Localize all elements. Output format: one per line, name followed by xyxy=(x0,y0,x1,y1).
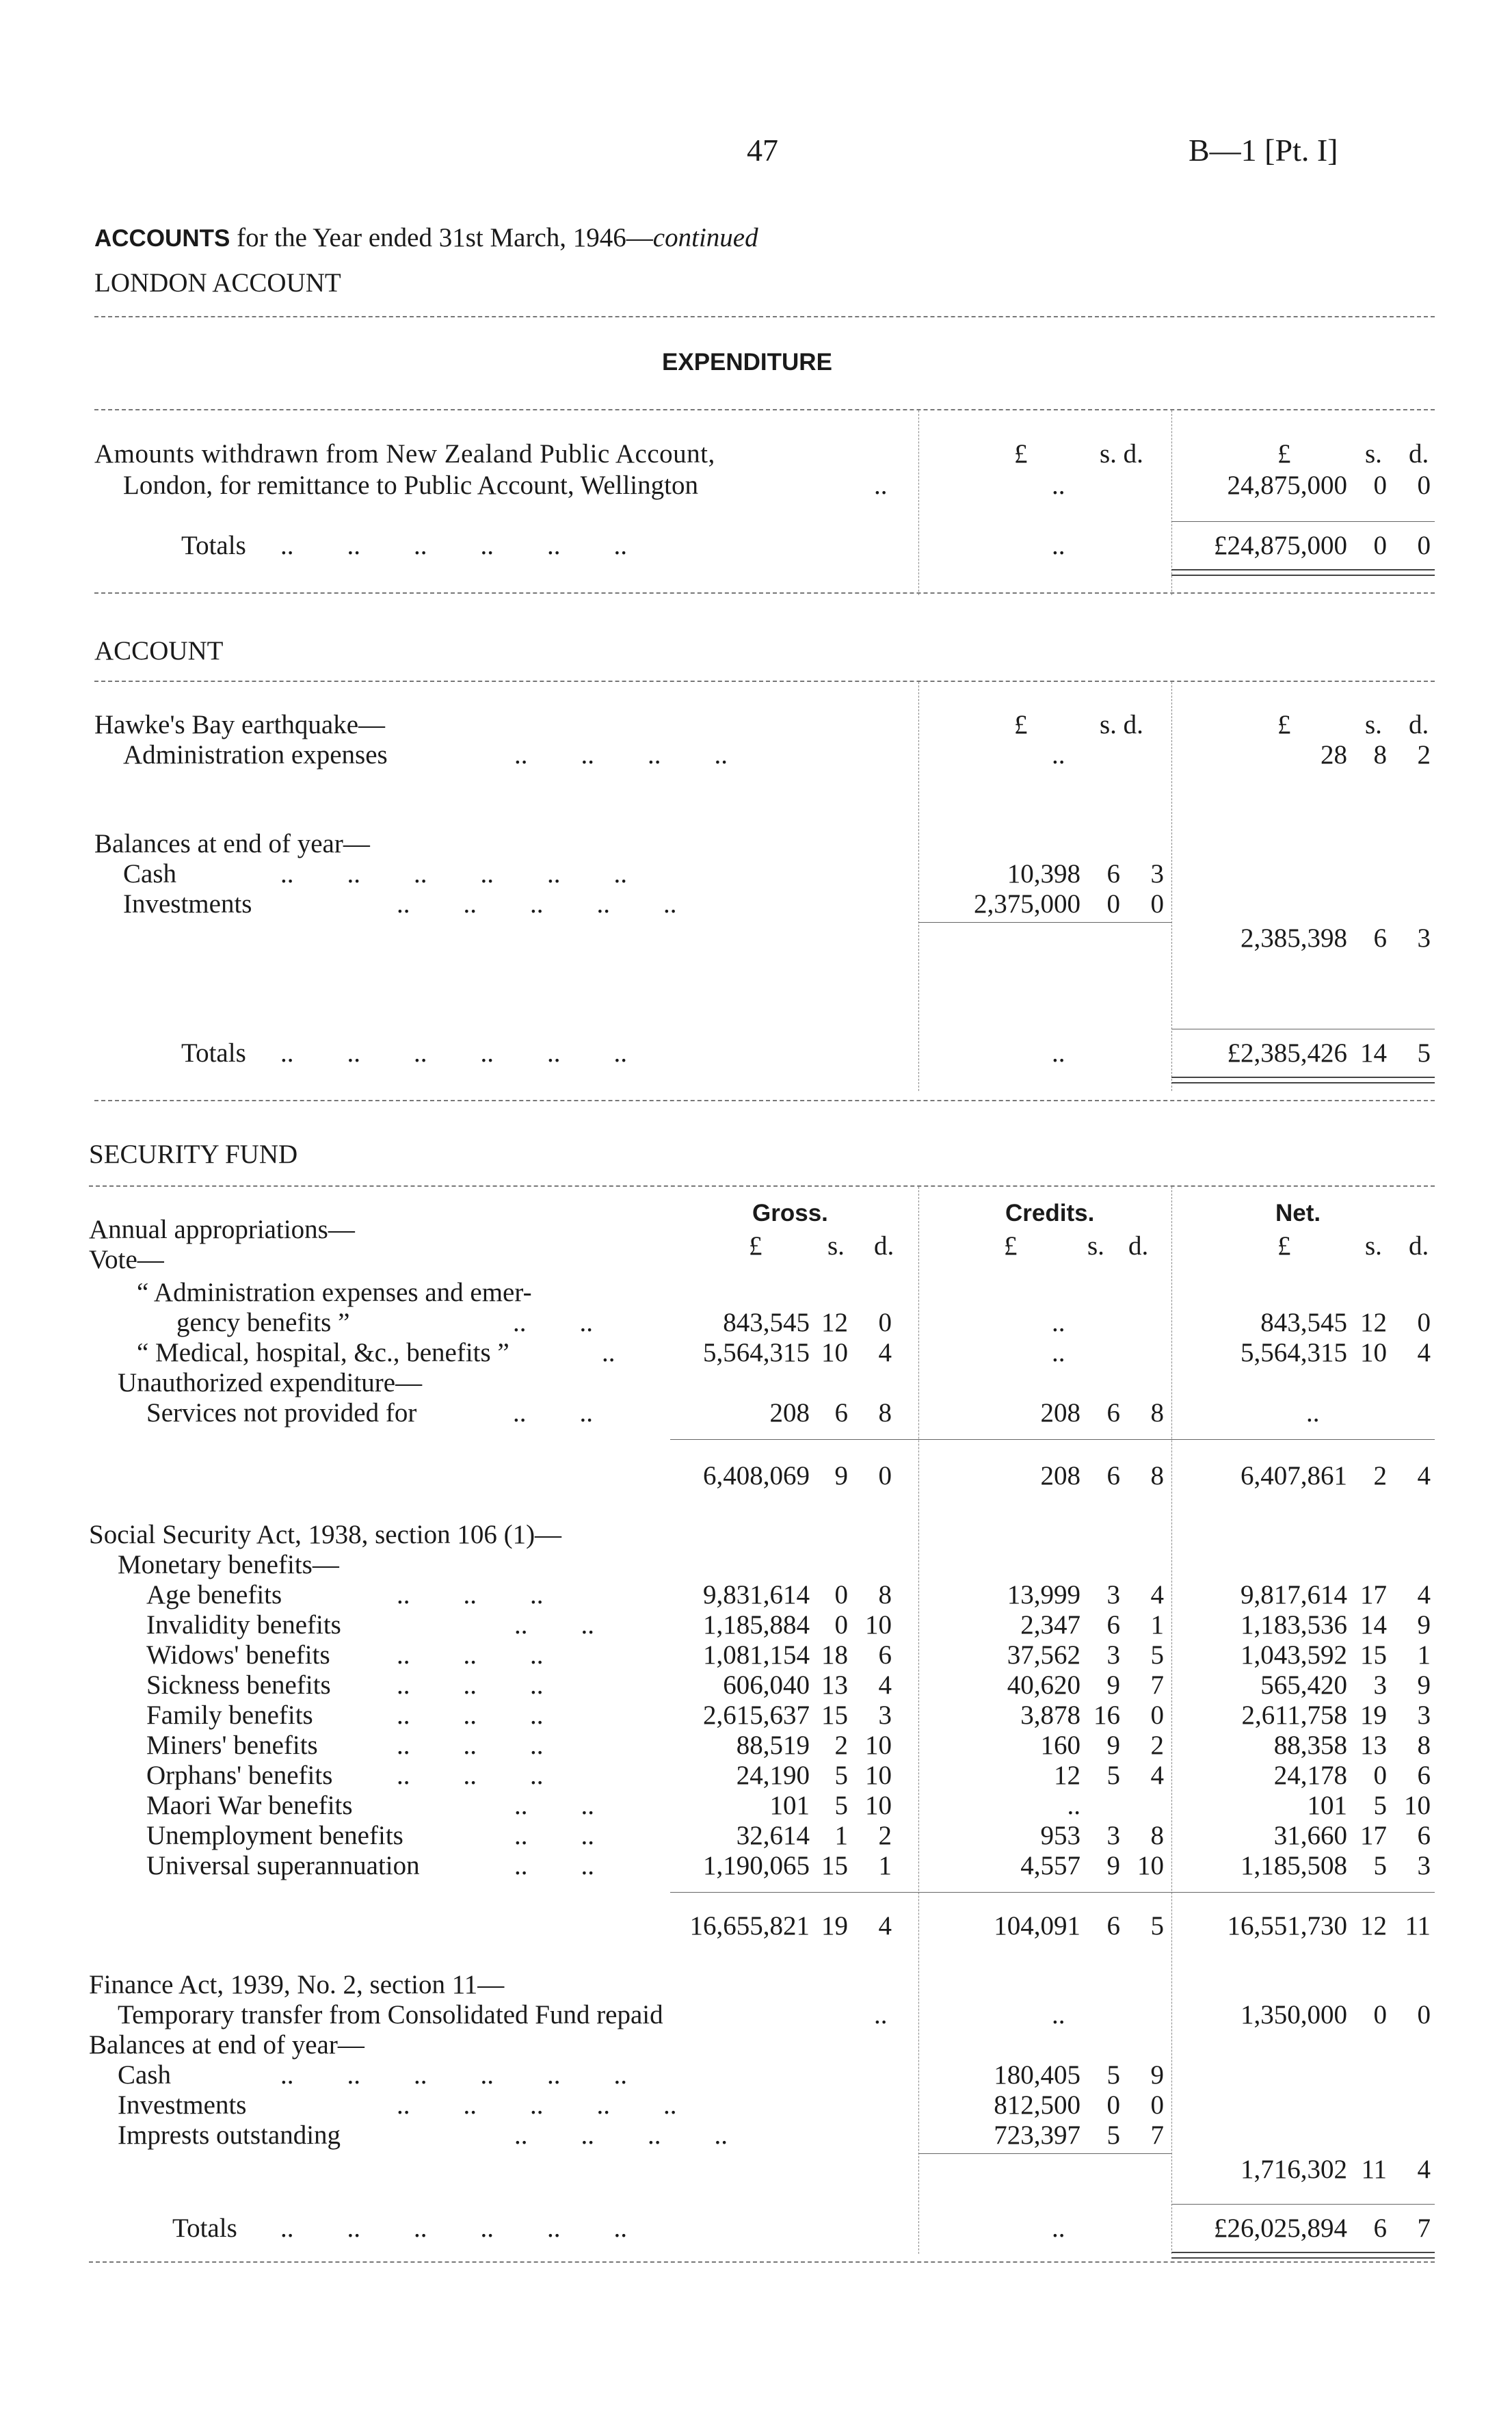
monetary-label: Monetary benefits— xyxy=(118,1550,339,1579)
benefit-label: Orphans' benefits xyxy=(146,1761,333,1790)
security-investments-pounds: 812,500 xyxy=(994,2090,1080,2120)
london-right-s: s. xyxy=(1365,439,1382,469)
expenditure-heading: EXPENDITURE xyxy=(662,349,832,376)
london-line2-dots: .. xyxy=(874,471,888,500)
benefit-label: Family benefits xyxy=(146,1700,313,1730)
benefit-credits-s: 3 xyxy=(1106,1821,1120,1850)
benefit-credits-d: 7 xyxy=(1150,1670,1164,1700)
account-investments-s: 0 xyxy=(1106,889,1120,919)
accounts-bold: ACCOUNTS xyxy=(94,225,230,252)
security-totals-credits: .. xyxy=(1052,2213,1065,2243)
page-number: 47 xyxy=(747,133,778,168)
subtotal1-gross-s: 9 xyxy=(834,1461,848,1490)
temporary-transfer-net-d: 0 xyxy=(1417,2000,1431,2029)
finance-act-label: Finance Act, 1939, No. 2, section 11— xyxy=(89,1970,505,1999)
security-balance-net-d: 4 xyxy=(1417,2155,1431,2184)
benefit-credits-d: 1 xyxy=(1150,1610,1164,1640)
benefit-label: Widows' benefits xyxy=(146,1640,330,1670)
benefit-gross-pounds: 101 xyxy=(769,1791,810,1820)
benefit-credits-s: 9 xyxy=(1106,1851,1120,1880)
temporary-transfer-dots: .. xyxy=(874,2000,888,2029)
benefit-gross-d: 10 xyxy=(865,1731,892,1760)
subtotal1-gross-pounds: 6,408,069 xyxy=(703,1461,810,1490)
ssa-label: Social Security Act, 1938, section 106 (1)— xyxy=(89,1520,562,1549)
london-totals-label: Totals xyxy=(181,531,246,560)
benefit-gross-s: 15 xyxy=(821,1700,848,1730)
temporary-transfer-net-s: 0 xyxy=(1373,2000,1387,2029)
subtotal2-net-s: 12 xyxy=(1360,1911,1387,1941)
vote-medical-gross-d: 4 xyxy=(878,1338,892,1367)
account-totals-d: 5 xyxy=(1417,1038,1431,1068)
vote-admin-gross-d: 0 xyxy=(878,1308,892,1337)
benefit-label: Universal superannuation xyxy=(146,1851,420,1880)
col-gross-header: Gross. xyxy=(752,1200,828,1226)
subtotal1-net-d: 4 xyxy=(1417,1461,1431,1490)
benefit-net-d: 9 xyxy=(1417,1610,1431,1640)
subtotal1-credits-s: 6 xyxy=(1106,1461,1120,1490)
benefit-net-pounds: 2,611,758 xyxy=(1241,1700,1347,1730)
benefit-gross-d: 10 xyxy=(865,1610,892,1640)
benefit-credits-s: 16 xyxy=(1093,1700,1120,1730)
security-balance-net-s: 11 xyxy=(1361,2155,1387,2184)
security-totals-label: Totals xyxy=(172,2213,237,2243)
vote-admin-dots: .. .. xyxy=(513,1308,593,1337)
benefit-credits-pounds: 12 xyxy=(1054,1761,1080,1790)
london-line2-left: .. xyxy=(1052,471,1065,500)
benefit-gross-pounds: 1,185,884 xyxy=(703,1610,810,1640)
benefit-net-pounds: 1,043,592 xyxy=(1241,1640,1347,1670)
benefit-credits-s: 9 xyxy=(1106,1670,1120,1700)
london-amount-pounds: 24,875,000 xyxy=(1227,471,1347,500)
subtotal1-credits-d: 8 xyxy=(1150,1461,1164,1490)
net-sub-pound: £ xyxy=(1277,1231,1291,1261)
benefit-gross-d: 6 xyxy=(878,1640,892,1670)
benefit-net-s: 17 xyxy=(1360,1821,1387,1850)
net-sub-d: d. xyxy=(1409,1231,1429,1261)
benefit-gross-pounds: 1,190,065 xyxy=(703,1851,810,1880)
vote-admin-gross-pounds: 843,545 xyxy=(723,1308,810,1337)
benefit-label: Unemployment benefits xyxy=(146,1821,403,1850)
benefit-net-s: 15 xyxy=(1360,1640,1387,1670)
security-imprests-label: Imprests outstanding xyxy=(118,2120,341,2150)
account-totals-label: Totals xyxy=(181,1038,246,1068)
credits-sub-pound: £ xyxy=(1004,1231,1018,1261)
admin-expenses-pounds: 28 xyxy=(1321,740,1347,770)
benefit-net-s: 14 xyxy=(1360,1610,1387,1640)
vote-medical-net-pounds: 5,564,315 xyxy=(1241,1338,1347,1367)
benefit-net-d: 1 xyxy=(1417,1640,1431,1670)
subtotal2-gross-d: 4 xyxy=(878,1911,892,1941)
vote-admin-net-d: 0 xyxy=(1417,1308,1431,1337)
rule-security-total-above xyxy=(1171,2204,1435,2205)
benefit-net-pounds: 31,660 xyxy=(1273,1821,1347,1850)
security-imprests-dots: .. .. .. .. xyxy=(514,2120,728,2150)
benefit-label: Age benefits xyxy=(146,1580,282,1609)
account-left-pound: £ xyxy=(1014,710,1028,739)
benefit-credits-s: 5 xyxy=(1106,1761,1120,1790)
benefit-credits-s: 3 xyxy=(1106,1640,1120,1670)
vote-admin-credits: .. xyxy=(1052,1308,1065,1337)
benefit-gross-s: 2 xyxy=(834,1731,848,1760)
benefit-credits-pounds: 160 xyxy=(1040,1731,1080,1760)
benefit-net-pounds: 9,817,614 xyxy=(1241,1580,1347,1609)
temporary-transfer-label: Temporary transfer from Consolidated Fund repaid xyxy=(118,2000,663,2029)
benefit-credits-pounds: 3,878 xyxy=(1020,1700,1080,1730)
london-account-title: LONDON ACCOUNT xyxy=(94,268,341,298)
london-left-pound: £ xyxy=(1014,439,1028,469)
benefit-net-s: 19 xyxy=(1360,1700,1387,1730)
benefit-gross-s: 0 xyxy=(834,1580,848,1609)
vote-medical-credits: .. xyxy=(1052,1338,1065,1367)
rule-account-top xyxy=(94,681,1435,682)
rule-account-bottom xyxy=(94,1100,1435,1101)
account-cash-pounds: 10,398 xyxy=(1007,859,1080,889)
london-totals-pounds: £24,875,000 xyxy=(1214,531,1347,560)
subtotal1-net-pounds: 6,407,861 xyxy=(1241,1461,1347,1490)
london-right-pound: £ xyxy=(1277,439,1291,469)
london-line2: London, for remittance to Public Account, Wellington xyxy=(123,471,698,500)
account-cash-d: 3 xyxy=(1150,859,1164,889)
subtotal2-credits-s: 6 xyxy=(1106,1911,1120,1941)
subtotal1-gross-d: 0 xyxy=(878,1461,892,1490)
london-amount-d: 0 xyxy=(1417,471,1431,500)
accounts-heading xyxy=(94,223,758,254)
credits-sub-d: d. xyxy=(1128,1231,1149,1261)
col-net-header: Net. xyxy=(1275,1200,1321,1226)
benefit-credits-pounds: 40,620 xyxy=(1007,1670,1080,1700)
account-balance-total-d: 3 xyxy=(1417,923,1431,953)
admin-expenses-d: 2 xyxy=(1417,740,1431,770)
london-amount-s: 0 xyxy=(1373,471,1387,500)
rule-security-bottom xyxy=(89,2261,1435,2263)
vote-admin-label-1: “ Administration expenses and emer- xyxy=(137,1278,532,1307)
benefit-gross-pounds: 24,190 xyxy=(736,1761,810,1790)
rule-london-total-double xyxy=(1171,569,1435,576)
security-imprests-pounds: 723,397 xyxy=(994,2120,1080,2150)
london-right-d: d. xyxy=(1409,439,1429,469)
account-investments-dots: .. .. .. .. .. xyxy=(397,889,677,919)
benefit-credits-d: 2 xyxy=(1150,1731,1164,1760)
benefit-net-s: 17 xyxy=(1360,1580,1387,1609)
unauthorized-label: Unauthorized expenditure— xyxy=(118,1368,423,1397)
services-gross-s: 6 xyxy=(834,1398,848,1428)
benefit-net-s: 3 xyxy=(1373,1670,1387,1700)
security-investments-dots: .. .. .. .. .. xyxy=(397,2090,677,2120)
credits-sub-s: s. xyxy=(1087,1231,1104,1261)
benefit-credits-pounds: 2,347 xyxy=(1020,1610,1080,1640)
rule-security-total-double xyxy=(1171,2252,1435,2259)
services-dots: .. .. xyxy=(513,1398,593,1428)
benefit-credits-pounds: 37,562 xyxy=(1007,1640,1080,1670)
london-totals-left: .. xyxy=(1052,531,1065,560)
benefit-credits-d: 5 xyxy=(1150,1640,1164,1670)
benefit-net-d: 3 xyxy=(1417,1851,1431,1880)
benefit-net-pounds: 24,178 xyxy=(1273,1761,1347,1790)
benefit-label: Sickness benefits xyxy=(146,1670,331,1700)
benefit-net-pounds: 565,420 xyxy=(1260,1670,1347,1700)
vote-admin-net-pounds: 843,545 xyxy=(1260,1308,1347,1337)
col-divider-london-1 xyxy=(918,410,919,595)
security-imprests-d: 7 xyxy=(1150,2120,1164,2150)
account-right-s: s. xyxy=(1365,710,1382,739)
benefit-credits-s: 6 xyxy=(1106,1610,1120,1640)
benefit-net-d: 6 xyxy=(1417,1821,1431,1850)
services-net: .. xyxy=(1306,1398,1320,1428)
security-totals-net-pounds: £26,025,894 xyxy=(1214,2213,1347,2243)
subtotal1-credits-pounds: 208 xyxy=(1040,1461,1080,1490)
account-left-sd: s. d. xyxy=(1100,710,1143,739)
vote-medical-gross-pounds: 5,564,315 xyxy=(703,1338,810,1367)
accounts-rest: for the Year ended 31st March, 1946— xyxy=(237,223,653,252)
rule-london-total-above xyxy=(1171,521,1435,522)
rule-london-top xyxy=(94,316,1435,317)
subtotal2-credits-pounds: 104,091 xyxy=(994,1911,1080,1941)
benefit-credits-d: 10 xyxy=(1137,1851,1164,1880)
account-balance-total-pounds: 2,385,398 xyxy=(1241,923,1347,953)
benefit-credits-d: 8 xyxy=(1150,1821,1164,1850)
benefit-gross-pounds: 9,831,614 xyxy=(703,1580,810,1609)
admin-expenses-left: .. xyxy=(1052,740,1065,770)
account-cash-s: 6 xyxy=(1106,859,1120,889)
london-left-sd: s. d. xyxy=(1100,439,1143,469)
london-totals-dots: .. .. .. .. .. .. xyxy=(280,531,627,560)
benefit-gross-d: 3 xyxy=(878,1700,892,1730)
benefit-credits-s: 9 xyxy=(1106,1731,1120,1760)
london-line1: Amounts withdrawn from New Zealand Public Account, xyxy=(94,439,715,469)
services-credits-pounds: 208 xyxy=(1040,1398,1080,1428)
rule-london-bottom xyxy=(94,592,1435,594)
benefit-net-s: 0 xyxy=(1373,1761,1387,1790)
benefit-gross-s: 15 xyxy=(821,1851,848,1880)
benefit-credits-d: 0 xyxy=(1150,1700,1164,1730)
vote-admin-gross-s: 12 xyxy=(821,1308,848,1337)
benefit-dots: .. .. .. xyxy=(397,1761,544,1790)
admin-expenses-label: Administration expenses xyxy=(123,740,388,770)
benefit-credits-pounds: 953 xyxy=(1040,1821,1080,1850)
rule-subtotal1 xyxy=(670,1439,1435,1440)
account-title: ACCOUNT xyxy=(94,636,224,666)
benefit-gross-s: 1 xyxy=(834,1821,848,1850)
benefit-dots: .. .. .. xyxy=(397,1640,544,1670)
security-balances-label: Balances at end of year— xyxy=(89,2030,364,2060)
vote-label: Vote— xyxy=(89,1245,164,1274)
benefit-gross-s: 0 xyxy=(834,1610,848,1640)
benefit-net-d: 3 xyxy=(1417,1700,1431,1730)
gross-sub-pound: £ xyxy=(749,1231,762,1261)
benefit-credits-d: 4 xyxy=(1150,1580,1164,1609)
document-reference: B—1 [Pt. I] xyxy=(1189,133,1338,168)
security-totals-net-s: 6 xyxy=(1373,2213,1387,2243)
benefit-gross-s: 5 xyxy=(834,1791,848,1820)
security-totals-net-d: 7 xyxy=(1417,2213,1431,2243)
account-cash-dots: .. .. .. .. .. .. xyxy=(280,859,627,889)
account-investments-label: Investments xyxy=(123,889,252,919)
subtotal2-credits-d: 5 xyxy=(1150,1911,1164,1941)
account-totals-dots: .. .. .. .. .. .. xyxy=(280,1038,627,1068)
benefit-credits-pounds: .. xyxy=(1067,1791,1080,1820)
account-right-d: d. xyxy=(1409,710,1429,739)
benefit-gross-d: 10 xyxy=(865,1791,892,1820)
rule-security-top xyxy=(89,1185,1435,1187)
security-cash-label: Cash xyxy=(118,2060,171,2090)
security-investments-d: 0 xyxy=(1150,2090,1164,2120)
vote-admin-net-s: 12 xyxy=(1360,1308,1387,1337)
benefit-credits-pounds: 13,999 xyxy=(1007,1580,1080,1609)
benefit-net-d: 4 xyxy=(1417,1580,1431,1609)
benefit-gross-d: 8 xyxy=(878,1580,892,1609)
benefit-credits-pounds: 4,557 xyxy=(1020,1851,1080,1880)
gross-sub-d: d. xyxy=(874,1231,894,1261)
benefit-dots: .. .. xyxy=(514,1610,594,1640)
benefit-gross-pounds: 32,614 xyxy=(736,1821,810,1850)
benefit-gross-pounds: 1,081,154 xyxy=(703,1640,810,1670)
benefit-gross-d: 2 xyxy=(878,1821,892,1850)
vote-admin-label-2: gency benefits ” xyxy=(176,1308,350,1337)
benefit-dots: .. .. .. xyxy=(397,1731,544,1760)
accounts-continued: continued xyxy=(652,223,758,252)
benefit-credits-s: 3 xyxy=(1106,1580,1120,1609)
benefit-net-d: 6 xyxy=(1417,1761,1431,1790)
security-cash-dots: .. .. .. .. .. .. xyxy=(280,2060,627,2090)
rule-account-balance-sum xyxy=(918,922,1171,923)
services-credits-d: 8 xyxy=(1150,1398,1164,1428)
benefit-gross-pounds: 88,519 xyxy=(736,1731,810,1760)
security-cash-pounds: 180,405 xyxy=(994,2060,1080,2090)
benefit-gross-d: 4 xyxy=(878,1670,892,1700)
benefit-dots: .. .. xyxy=(514,1791,594,1820)
benefit-credits-d: 4 xyxy=(1150,1761,1164,1790)
security-cash-d: 9 xyxy=(1150,2060,1164,2090)
rule-london-header xyxy=(94,409,1435,410)
col-credits-header: Credits. xyxy=(1005,1200,1095,1226)
london-totals-d: 0 xyxy=(1417,531,1431,560)
vote-medical-net-s: 10 xyxy=(1360,1338,1387,1367)
rule-subtotal2 xyxy=(670,1892,1435,1893)
account-totals-left: .. xyxy=(1052,1038,1065,1068)
benefit-gross-s: 5 xyxy=(834,1761,848,1790)
account-investments-pounds: 2,375,000 xyxy=(974,889,1080,919)
services-credits-s: 6 xyxy=(1106,1398,1120,1428)
account-right-pound: £ xyxy=(1277,710,1291,739)
subtotal2-gross-pounds: 16,655,821 xyxy=(689,1911,810,1941)
subtotal2-net-d: 11 xyxy=(1405,1911,1431,1941)
security-totals-dots: .. .. .. .. .. .. xyxy=(280,2213,627,2243)
vote-medical-label: “ Medical, hospital, &c., benefits ” xyxy=(137,1338,509,1367)
benefit-dots: .. .. .. xyxy=(397,1700,544,1730)
services-gross-d: 8 xyxy=(878,1398,892,1428)
benefit-dots: .. .. .. xyxy=(397,1580,544,1609)
security-fund-title: SECURITY FUND xyxy=(89,1140,298,1169)
rule-account-total-double xyxy=(1171,1077,1435,1083)
temporary-transfer-credits: .. xyxy=(1052,2000,1065,2029)
subtotal2-gross-s: 19 xyxy=(821,1911,848,1941)
account-balances-label: Balances at end of year— xyxy=(94,829,370,858)
benefit-net-pounds: 1,185,508 xyxy=(1241,1851,1347,1880)
temporary-transfer-net-pounds: 1,350,000 xyxy=(1241,2000,1347,2029)
security-balance-net-pounds: 1,716,302 xyxy=(1241,2155,1347,2184)
admin-expenses-s: 8 xyxy=(1373,740,1387,770)
london-totals-s: 0 xyxy=(1373,531,1387,560)
benefit-gross-pounds: 2,615,637 xyxy=(703,1700,810,1730)
benefit-gross-s: 13 xyxy=(821,1670,848,1700)
security-imprests-s: 5 xyxy=(1106,2120,1120,2150)
benefit-label: Maori War benefits xyxy=(146,1791,353,1820)
account-cash-label: Cash xyxy=(123,859,176,889)
hawkes-bay-label: Hawke's Bay earthquake— xyxy=(94,710,386,739)
benefit-net-d: 9 xyxy=(1417,1670,1431,1700)
services-label: Services not provided for xyxy=(146,1398,417,1428)
annual-appropriations-label: Annual appropriations— xyxy=(89,1215,355,1244)
benefit-net-s: 13 xyxy=(1360,1731,1387,1760)
benefit-gross-pounds: 606,040 xyxy=(723,1670,810,1700)
benefit-gross-d: 1 xyxy=(878,1851,892,1880)
benefit-gross-s: 18 xyxy=(821,1640,848,1670)
benefit-net-d: 8 xyxy=(1417,1731,1431,1760)
account-totals-pounds: £2,385,426 xyxy=(1227,1038,1347,1068)
benefit-label: Invalidity benefits xyxy=(146,1610,341,1640)
account-totals-s: 14 xyxy=(1360,1038,1387,1068)
gross-sub-s: s. xyxy=(827,1231,845,1261)
subtotal1-net-s: 2 xyxy=(1373,1461,1387,1490)
col-divider-london-2 xyxy=(1171,410,1172,595)
benefit-net-pounds: 101 xyxy=(1307,1791,1347,1820)
benefit-gross-d: 10 xyxy=(865,1761,892,1790)
benefit-net-pounds: 1,183,536 xyxy=(1241,1610,1347,1640)
benefit-net-d: 10 xyxy=(1404,1791,1431,1820)
net-sub-s: s. xyxy=(1365,1231,1382,1261)
vote-medical-dots: .. xyxy=(602,1338,615,1367)
benefit-dots: .. .. xyxy=(514,1821,594,1850)
security-investments-label: Investments xyxy=(118,2090,247,2120)
security-investments-s: 0 xyxy=(1106,2090,1120,2120)
services-gross-pounds: 208 xyxy=(769,1398,810,1428)
account-balance-total-s: 6 xyxy=(1373,923,1387,953)
benefit-dots: .. .. .. xyxy=(397,1670,544,1700)
benefit-dots: .. .. xyxy=(514,1851,594,1880)
vote-medical-net-d: 4 xyxy=(1417,1338,1431,1367)
benefit-net-s: 5 xyxy=(1373,1851,1387,1880)
rule-security-balance-sum xyxy=(918,2153,1171,2154)
admin-expenses-dots: .. .. .. .. xyxy=(514,740,728,770)
benefit-net-s: 5 xyxy=(1373,1791,1387,1820)
account-investments-d: 0 xyxy=(1150,889,1164,919)
vote-medical-gross-s: 10 xyxy=(821,1338,848,1367)
security-cash-s: 5 xyxy=(1106,2060,1120,2090)
benefit-net-pounds: 88,358 xyxy=(1273,1731,1347,1760)
benefit-label: Miners' benefits xyxy=(146,1731,318,1760)
subtotal2-net-pounds: 16,551,730 xyxy=(1227,1911,1347,1941)
